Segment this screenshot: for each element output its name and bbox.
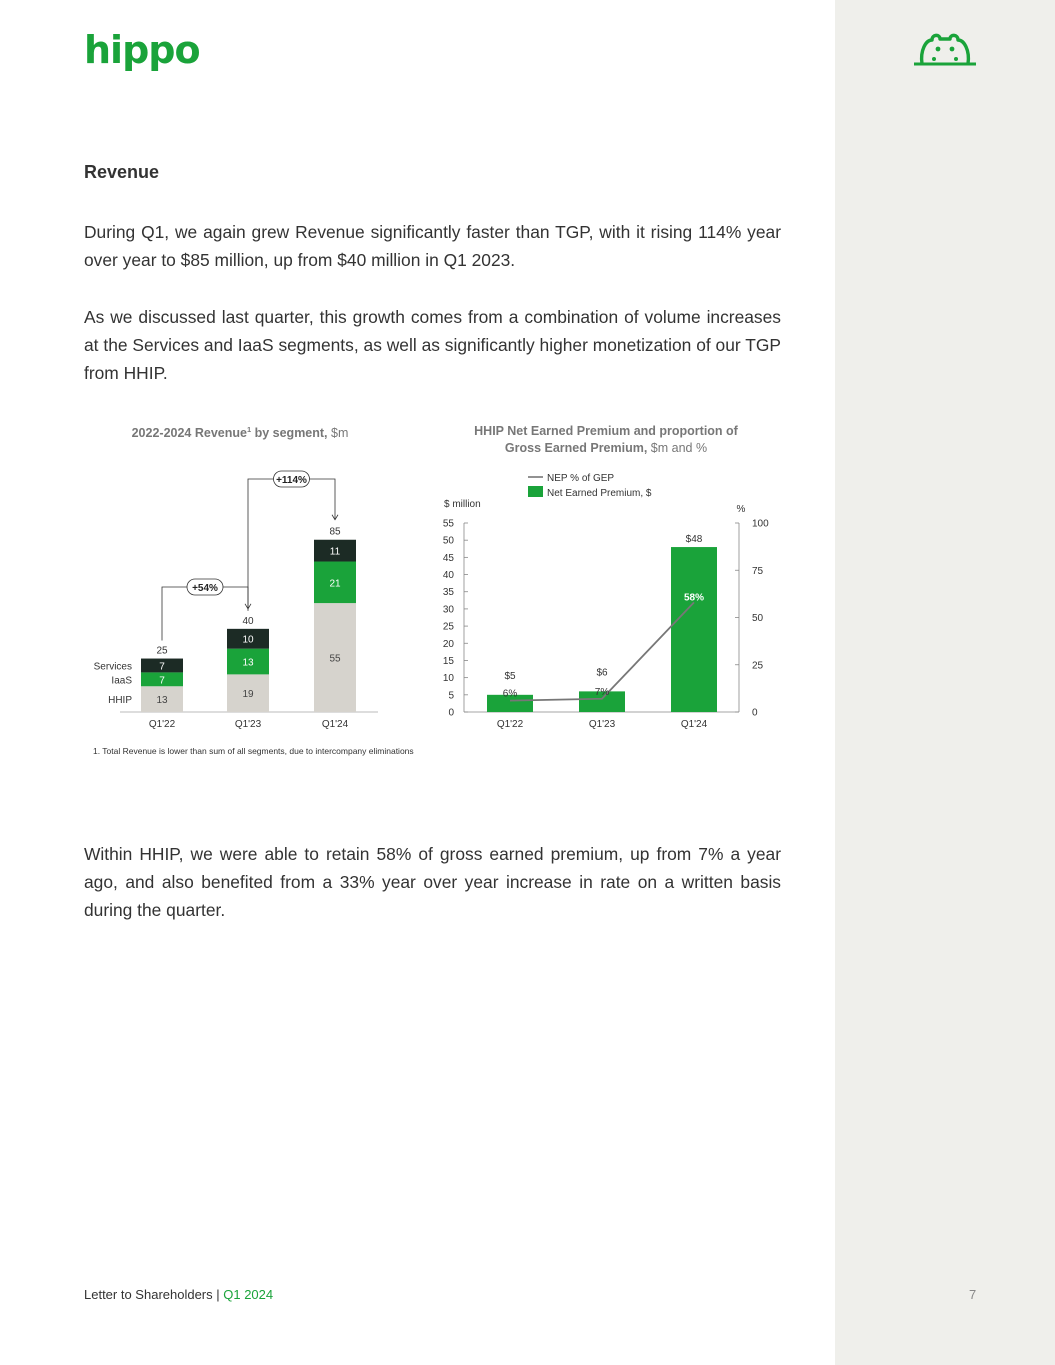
footer-label bbox=[84, 1287, 273, 1302]
y-left-tick-label-3: 15 bbox=[442, 655, 454, 667]
segment-label-hhip: HHIP bbox=[108, 695, 132, 707]
x-tick-label-2: Q1'24 bbox=[321, 719, 349, 730]
segment-label-services: Services bbox=[93, 661, 132, 673]
nep-bar-2 bbox=[671, 547, 717, 712]
revenue-by-segment-chart bbox=[84, 418, 394, 738]
nep-bar-label-2: $48 bbox=[685, 534, 703, 546]
chart2-title-line2-light: $m and % bbox=[647, 441, 708, 455]
y-left-tick-label-8: 40 bbox=[442, 570, 454, 582]
sidebar-panel bbox=[835, 0, 1055, 1365]
y-right-tick-label-2: 50 bbox=[752, 613, 764, 624]
bar-label-services-0: 7 bbox=[159, 661, 165, 673]
legend-bar-swatch bbox=[528, 486, 543, 497]
y-left-tick-label-10: 50 bbox=[442, 535, 454, 547]
footer-letter-text: Letter to Shareholders | bbox=[84, 1287, 224, 1302]
total-label-0: 25 bbox=[156, 645, 168, 657]
hippo-head-icon bbox=[910, 30, 980, 70]
nep-pct-label-0: 6% bbox=[502, 688, 518, 700]
svg-text:Gross Earned Premium, $m and % bbox=[505, 441, 707, 455]
hippo-logo: hippo bbox=[84, 28, 200, 72]
chart1-title-sup: 1 bbox=[246, 425, 252, 434]
legend-line-label: NEP % of GEP bbox=[547, 473, 615, 484]
bar-label-hhip-0: 13 bbox=[156, 695, 168, 707]
footer-quarter: Q1 2024 bbox=[223, 1287, 274, 1302]
chart2-title-line1: HHIP Net Earned Premium and proportion of bbox=[474, 424, 738, 438]
svg-text:2022-2024 Revenue1 by segment, bbox=[132, 425, 349, 440]
y-left-tick-label-6: 30 bbox=[442, 604, 454, 616]
segment-label-iaas: IaaS bbox=[111, 675, 132, 687]
paragraph-hhip-retention: Within HHIP, we were able to retain 58% of gross earned premium, up from 7% a year ago, and also benefited from a 33% year over year increase in rate on a written basis during the quarter. bbox=[84, 844, 781, 920]
nep-bar-label-0: $5 bbox=[504, 670, 516, 682]
y-right-tick-label-3: 75 bbox=[752, 565, 764, 577]
y-left-tick-label-1: 5 bbox=[448, 690, 454, 702]
y-right-tick-label-0: 0 bbox=[752, 707, 758, 719]
chart1-footnote: 1. Total Revenue is lower than sum of all segments, due to intercompany eliminations bbox=[93, 746, 414, 756]
y-left-tick-label-0: 0 bbox=[448, 707, 454, 719]
bar-label-hhip-2: 55 bbox=[329, 653, 341, 665]
total-label-1: 40 bbox=[242, 615, 254, 627]
y-left-tick-label-4: 20 bbox=[442, 638, 454, 650]
bar-label-iaas-1: 13 bbox=[242, 657, 254, 669]
y-left-tick-label-11: 55 bbox=[442, 518, 454, 530]
x-tick-label-0: Q1'22 bbox=[148, 719, 176, 730]
bar-label-services-2: 11 bbox=[329, 546, 341, 558]
nep-bar-label-1: $6 bbox=[596, 667, 608, 679]
paragraph-growth-sources: As we discussed last quarter, this growth comes from a combination of volume increases at the Services and IaaS segments, as well as significantly higher monetization of our TGP from HHIP. bbox=[84, 307, 781, 383]
page-number: 7 bbox=[969, 1287, 977, 1302]
x-tick-label-1: Q1'23 bbox=[588, 719, 616, 730]
growth-label-0: +54% bbox=[192, 583, 218, 594]
x-tick-label-2: Q1'24 bbox=[680, 719, 708, 730]
legend-bar-label: Net Earned Premium, $ bbox=[547, 488, 652, 499]
y-left-tick-label-7: 35 bbox=[442, 587, 454, 599]
growth-label-1: +114% bbox=[276, 475, 307, 486]
y-left-tick-label-9: 45 bbox=[442, 552, 454, 564]
chart1-title-bold: 2022-2024 Revenue bbox=[131, 426, 247, 440]
x-tick-label-1: Q1'23 bbox=[234, 719, 262, 730]
y-right-tick-label-1: 25 bbox=[752, 660, 764, 672]
nep-pct-label-2: 58% bbox=[683, 592, 705, 604]
y-right-axis-title: % bbox=[736, 504, 746, 515]
section-heading: Revenue bbox=[84, 162, 160, 182]
y-right-tick-label-4: 100 bbox=[752, 518, 769, 530]
bar-label-iaas-2: 21 bbox=[329, 578, 341, 590]
bar-label-hhip-1: 19 bbox=[242, 689, 254, 701]
x-tick-label-0: Q1'22 bbox=[496, 719, 524, 730]
y-left-tick-label-5: 25 bbox=[442, 621, 454, 633]
bar-label-services-1: 10 bbox=[242, 634, 254, 646]
chart1-title-bold2: by segment, bbox=[251, 426, 328, 440]
y-left-tick-label-2: 10 bbox=[442, 673, 454, 685]
hhip-nep-chart bbox=[436, 418, 776, 738]
bar-label-iaas-0: 7 bbox=[159, 675, 165, 687]
chart2-title-line2-bold: Gross Earned Premium, bbox=[504, 441, 648, 455]
nep-pct-label-1: 7% bbox=[594, 686, 610, 698]
total-label-2: 85 bbox=[329, 526, 341, 538]
y-left-axis-title: $ million bbox=[444, 499, 481, 510]
chart1-title-light: $m bbox=[327, 426, 349, 440]
paragraph-revenue-growth: During Q1, we again grew Revenue significantly faster than TGP, with it rising 114% year over year to $85 million, up from $40 million in Q1 2023. bbox=[84, 222, 781, 270]
